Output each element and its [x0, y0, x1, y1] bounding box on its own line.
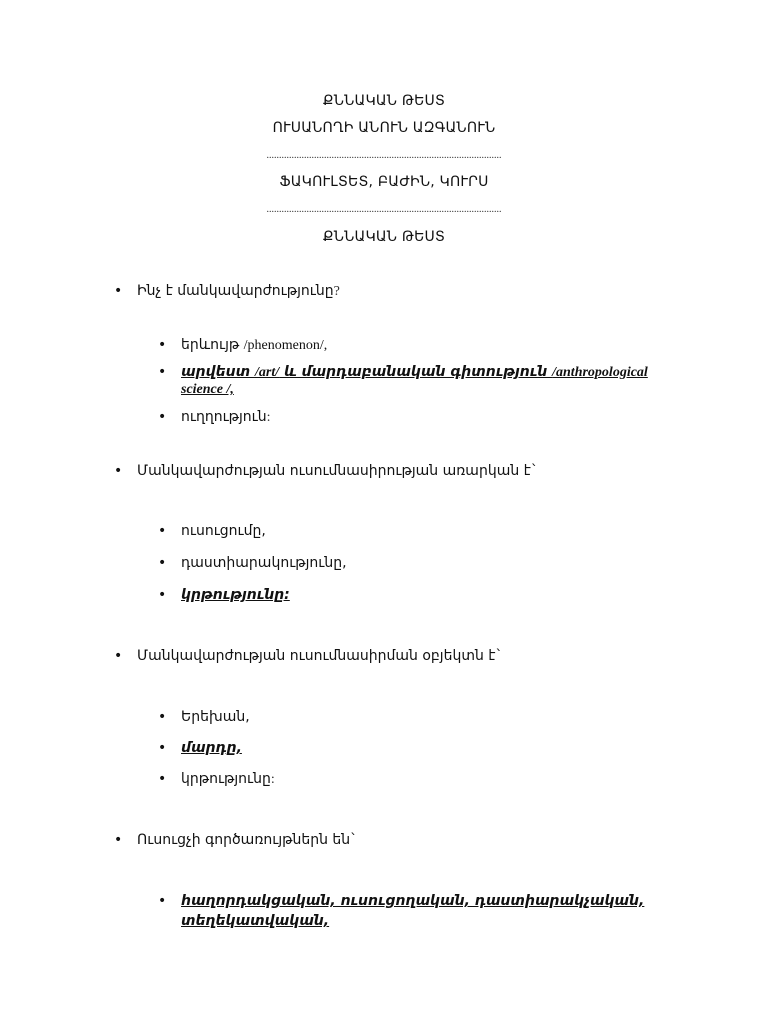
- bullet-icon: •: [114, 648, 123, 664]
- option-text-latin: /anthropological: [552, 365, 648, 380]
- fill-in-line: ..............................................................................................: [266, 204, 502, 215]
- answer-option: [181, 409, 271, 426]
- bullet-icon: •: [158, 587, 167, 603]
- answer-option: Երեխան,: [181, 709, 250, 725]
- option-punct: :: [270, 772, 275, 787]
- student-name-label: ՈՒՍԱՆՈՂԻ ԱՆՈՒՆ ԱԶԳԱՆՈՒՆ: [272, 120, 496, 136]
- test-title-repeat: ՔՆՆԱԿԱՆ ԹԵՍՏ: [322, 229, 446, 245]
- option-text: արվեստ: [181, 364, 255, 380]
- bullet-icon: •: [158, 555, 167, 571]
- option-text: երևույթ: [181, 337, 244, 353]
- bullet-icon: •: [158, 409, 167, 425]
- option-text-latin: /phenomenon/,: [243, 338, 328, 353]
- question-mark: ?: [333, 284, 340, 299]
- bullet-icon: •: [158, 364, 167, 380]
- bullet-icon: •: [158, 771, 167, 787]
- answer-option-continuation: science /,: [181, 382, 234, 397]
- answer-option: [181, 337, 327, 354]
- option-punct: :: [266, 410, 271, 425]
- bullet-icon: •: [114, 283, 123, 299]
- answer-option: դաստիարակությունը,: [181, 555, 347, 571]
- answer-option-continuation: տեղեկատվական,: [181, 913, 330, 929]
- question-4: Ուսուցչի գործառույթներն են`: [137, 832, 358, 848]
- question-3: Մանկավարժության ուսումնասիրման օբյեկտն է`: [137, 648, 503, 664]
- question-1: [137, 283, 340, 300]
- bullet-icon: •: [114, 832, 123, 848]
- bullet-icon: •: [158, 740, 167, 756]
- option-text: և մարդաբանական գիտություն: [279, 364, 553, 380]
- answer-option-correct: կրթությունը:: [181, 587, 290, 603]
- answer-option-correct: հաղորդակցական, ուսուցողական, դաստիարակչական,: [181, 893, 645, 909]
- answer-option: [181, 771, 275, 788]
- bullet-icon: •: [114, 463, 123, 479]
- answer-option: ուսուցումը,: [181, 523, 266, 539]
- option-text: ուղղություն: [181, 409, 267, 425]
- faculty-label: ՖԱԿՈՒԼՏԵՏ, ԲԱԺԻՆ, ԿՈՒՐՍ: [279, 174, 489, 190]
- answer-option-correct: [181, 364, 648, 381]
- question-2: Մանկավարժության ուսումնասիրության առարկան է`: [137, 463, 538, 479]
- option-text-latin: /art/: [254, 365, 280, 380]
- bullet-icon: •: [158, 893, 167, 909]
- option-text: կրթությունը: [181, 771, 271, 787]
- bullet-icon: •: [158, 709, 167, 725]
- answer-option-correct: մարդը,: [181, 740, 242, 756]
- bullet-icon: •: [158, 337, 167, 353]
- question-text: Ինչ է մանկավարժությունը: [137, 283, 334, 299]
- test-title: ՔՆՆԱԿԱՆ ԹԵՍՏ: [322, 93, 446, 109]
- bullet-icon: •: [158, 523, 167, 539]
- fill-in-line: ..............................................................................................: [266, 150, 502, 161]
